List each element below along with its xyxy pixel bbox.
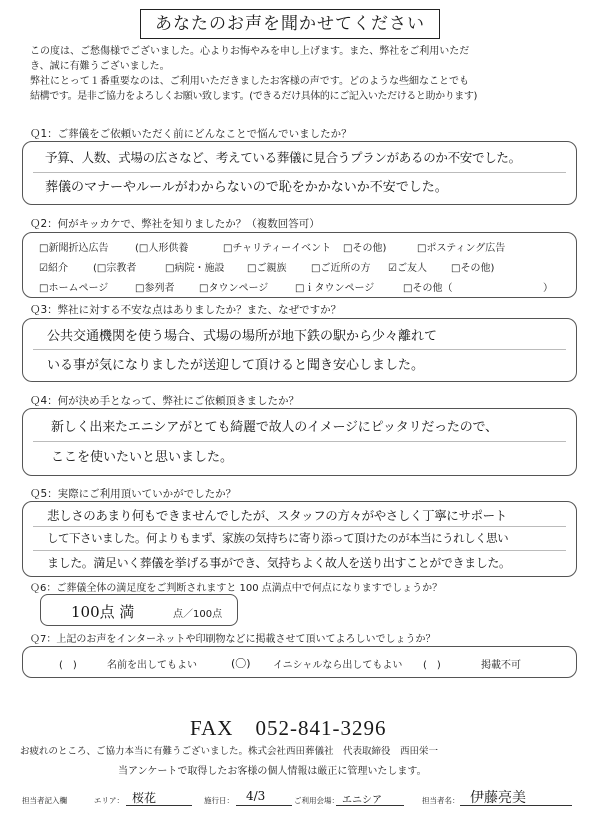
- area-label: エリア：: [94, 796, 124, 805]
- option-attendee[interactable]: □参列者: [135, 283, 175, 294]
- q6-score-scale: 点／100点: [173, 609, 223, 620]
- q7-opt1-label: 名前を出してもよい: [107, 660, 197, 671]
- option-neighbors[interactable]: □ご近所の方: [311, 263, 371, 274]
- q4-answer-line: 新しく出来たエニシアがとても綺麗で故人のイメージにピッタリだったので、: [51, 420, 498, 435]
- q4-answer-box: [22, 408, 577, 476]
- answer-rule: [33, 526, 566, 527]
- hall-label: ご利用会場：: [294, 796, 339, 805]
- option-homepage[interactable]: □ホームページ: [39, 283, 109, 294]
- person-value: 伊藤亮美: [470, 790, 526, 806]
- option-referral[interactable]: ☑紹介: [39, 263, 68, 274]
- q5-answer-line: ました。満足いく葬儀を挙げる事ができ、気持ちよく故人を送り出すことができました。: [47, 556, 511, 570]
- closing-thanks: お疲れのところ、ご協力本当に有難うございました。株式会社西田葬儀社 代表取締役 西田栄一: [20, 746, 439, 757]
- q5-answer-line: 悲しさのあまり何もできませんでしたが、スタッフの方々がやさしく丁寧にサポート: [47, 508, 507, 523]
- option-religious[interactable]: (□宗教者: [93, 263, 137, 274]
- option-relatives[interactable]: □ご親族: [247, 263, 287, 274]
- q6-score-value: 100点 満: [71, 603, 135, 621]
- q3-answer-line: いる事が気になりましたが送迎して頂けると聞き安心しました。: [47, 358, 425, 373]
- q1-label: Ｑ1：ご葬儀をご依頼いただく前にどんなことで悩んでいましたか？: [30, 128, 352, 140]
- q3-answer-box: [22, 318, 577, 382]
- q4-answer-line: ここを使いたいと思いました。: [51, 450, 234, 465]
- option-hospital[interactable]: □病院・施設: [165, 263, 225, 274]
- staff-label: 担当者記入欄: [22, 796, 67, 805]
- q7-options-box: [22, 646, 577, 678]
- q6-label: Ｑ6：ご葬儀全体の満足度をご判断されますと 100 点満点中で何点になりますでしょうか？: [30, 583, 443, 594]
- option-other-2[interactable]: □その他): [451, 263, 495, 274]
- q1-answer-box: [22, 141, 577, 205]
- q1-answer-line: 葬儀のマナーやルールがわからないので恥をかかないか不安でした。: [45, 180, 448, 195]
- answer-rule: [33, 172, 566, 173]
- q7-opt1-mark[interactable]: ( ): [59, 660, 77, 671]
- option-other-1[interactable]: □その他): [343, 243, 387, 254]
- intro-line: 弊社にとって１番重要なのは、ご利用いただきましたお客様の声です。どのような些細なことでも: [30, 76, 469, 87]
- answer-rule: [33, 550, 566, 551]
- option-townpage[interactable]: □タウンページ: [199, 283, 269, 294]
- date-label: 施行日：: [204, 796, 234, 805]
- fax-number: FAX 052-841-3296: [190, 716, 387, 740]
- option-other-3[interactable]: □その他（: [403, 283, 453, 294]
- answer-rule: [33, 441, 566, 442]
- privacy-notice: 当アンケートで取得したお客様の個人情報は厳正に管理いたします。: [118, 766, 427, 777]
- q6-score-box: [40, 594, 238, 626]
- intro-line: き、誠に有難うございました。: [30, 61, 170, 72]
- q7-opt3-label: 掲載不可: [481, 660, 521, 671]
- q5-label: Ｑ5：実際にご利用頂いていかがでしたか？: [30, 488, 237, 500]
- intro-line: この度は、ご愁傷様でございました。心よりお悔やみを申し上げます。また、弊社をご利用いただ: [30, 46, 470, 57]
- q7-label: Ｑ7：上記のお声をインターネットや印刷物などに掲載させて頂いてよろしいでしょうか？: [30, 634, 436, 645]
- q7-opt2-mark[interactable]: (〇): [231, 657, 251, 670]
- option-posting-ad[interactable]: □ポスティング広告: [417, 243, 506, 254]
- date-value: 4/3: [246, 789, 266, 803]
- q7-opt3-mark[interactable]: ( ): [423, 660, 441, 671]
- hall-value: エニシア: [342, 795, 382, 806]
- option-doll-memorial[interactable]: (□人形供養: [135, 243, 189, 254]
- intro-text: [30, 44, 575, 104]
- q5-answer-line: して下さいました。何よりもまず、家族の気持ちに寄り添って頂けたのが本当にうれしく思い: [47, 531, 509, 545]
- option-newspaper[interactable]: □新聞折込広告: [39, 243, 109, 254]
- staff-fill-row: [18, 786, 578, 810]
- q1-answer-line: 予算、人数、式場の広さなど、考えている葬儀に見合うプランがあるのか不安でした。: [45, 150, 521, 165]
- q2-label: Ｑ2：何がキッカケで、弊社を知りましたか？（複数回答可）: [30, 218, 320, 230]
- answer-rule: [33, 349, 566, 350]
- survey-title: あなたのお声を聞かせてください: [140, 9, 440, 39]
- q5-answer-box: [22, 501, 577, 577]
- q3-answer-line: 公共交通機関を使う場合、式場の場所が地下鉄の駅から少々離れて: [47, 329, 438, 344]
- option-itownpage[interactable]: □ｉタウンページ: [295, 283, 375, 294]
- person-label: 担当者名：: [422, 796, 460, 805]
- intro-line: 結構です。是非ご協力をよろしくお願い致します。(できるだけ具体的にご記入いただけると助かります): [30, 91, 478, 102]
- date-underline: [236, 805, 292, 806]
- option-friends[interactable]: ☑ご友人: [388, 263, 427, 274]
- q3-label: Ｑ3：弊社に対する不安な点はありましたか？また、なぜですか？: [30, 304, 342, 316]
- option-other-3-close: ）: [543, 283, 553, 294]
- q7-opt2-label: イニシャルなら出してもよい: [273, 660, 403, 671]
- option-charity-event[interactable]: □チャリティーイベント: [223, 243, 332, 254]
- area-value: 桜花: [132, 791, 157, 805]
- q4-label: Ｑ4：何が決め手となって、弊社にご依頼頂きましたか？: [30, 395, 299, 407]
- q2-options-box: [22, 232, 577, 298]
